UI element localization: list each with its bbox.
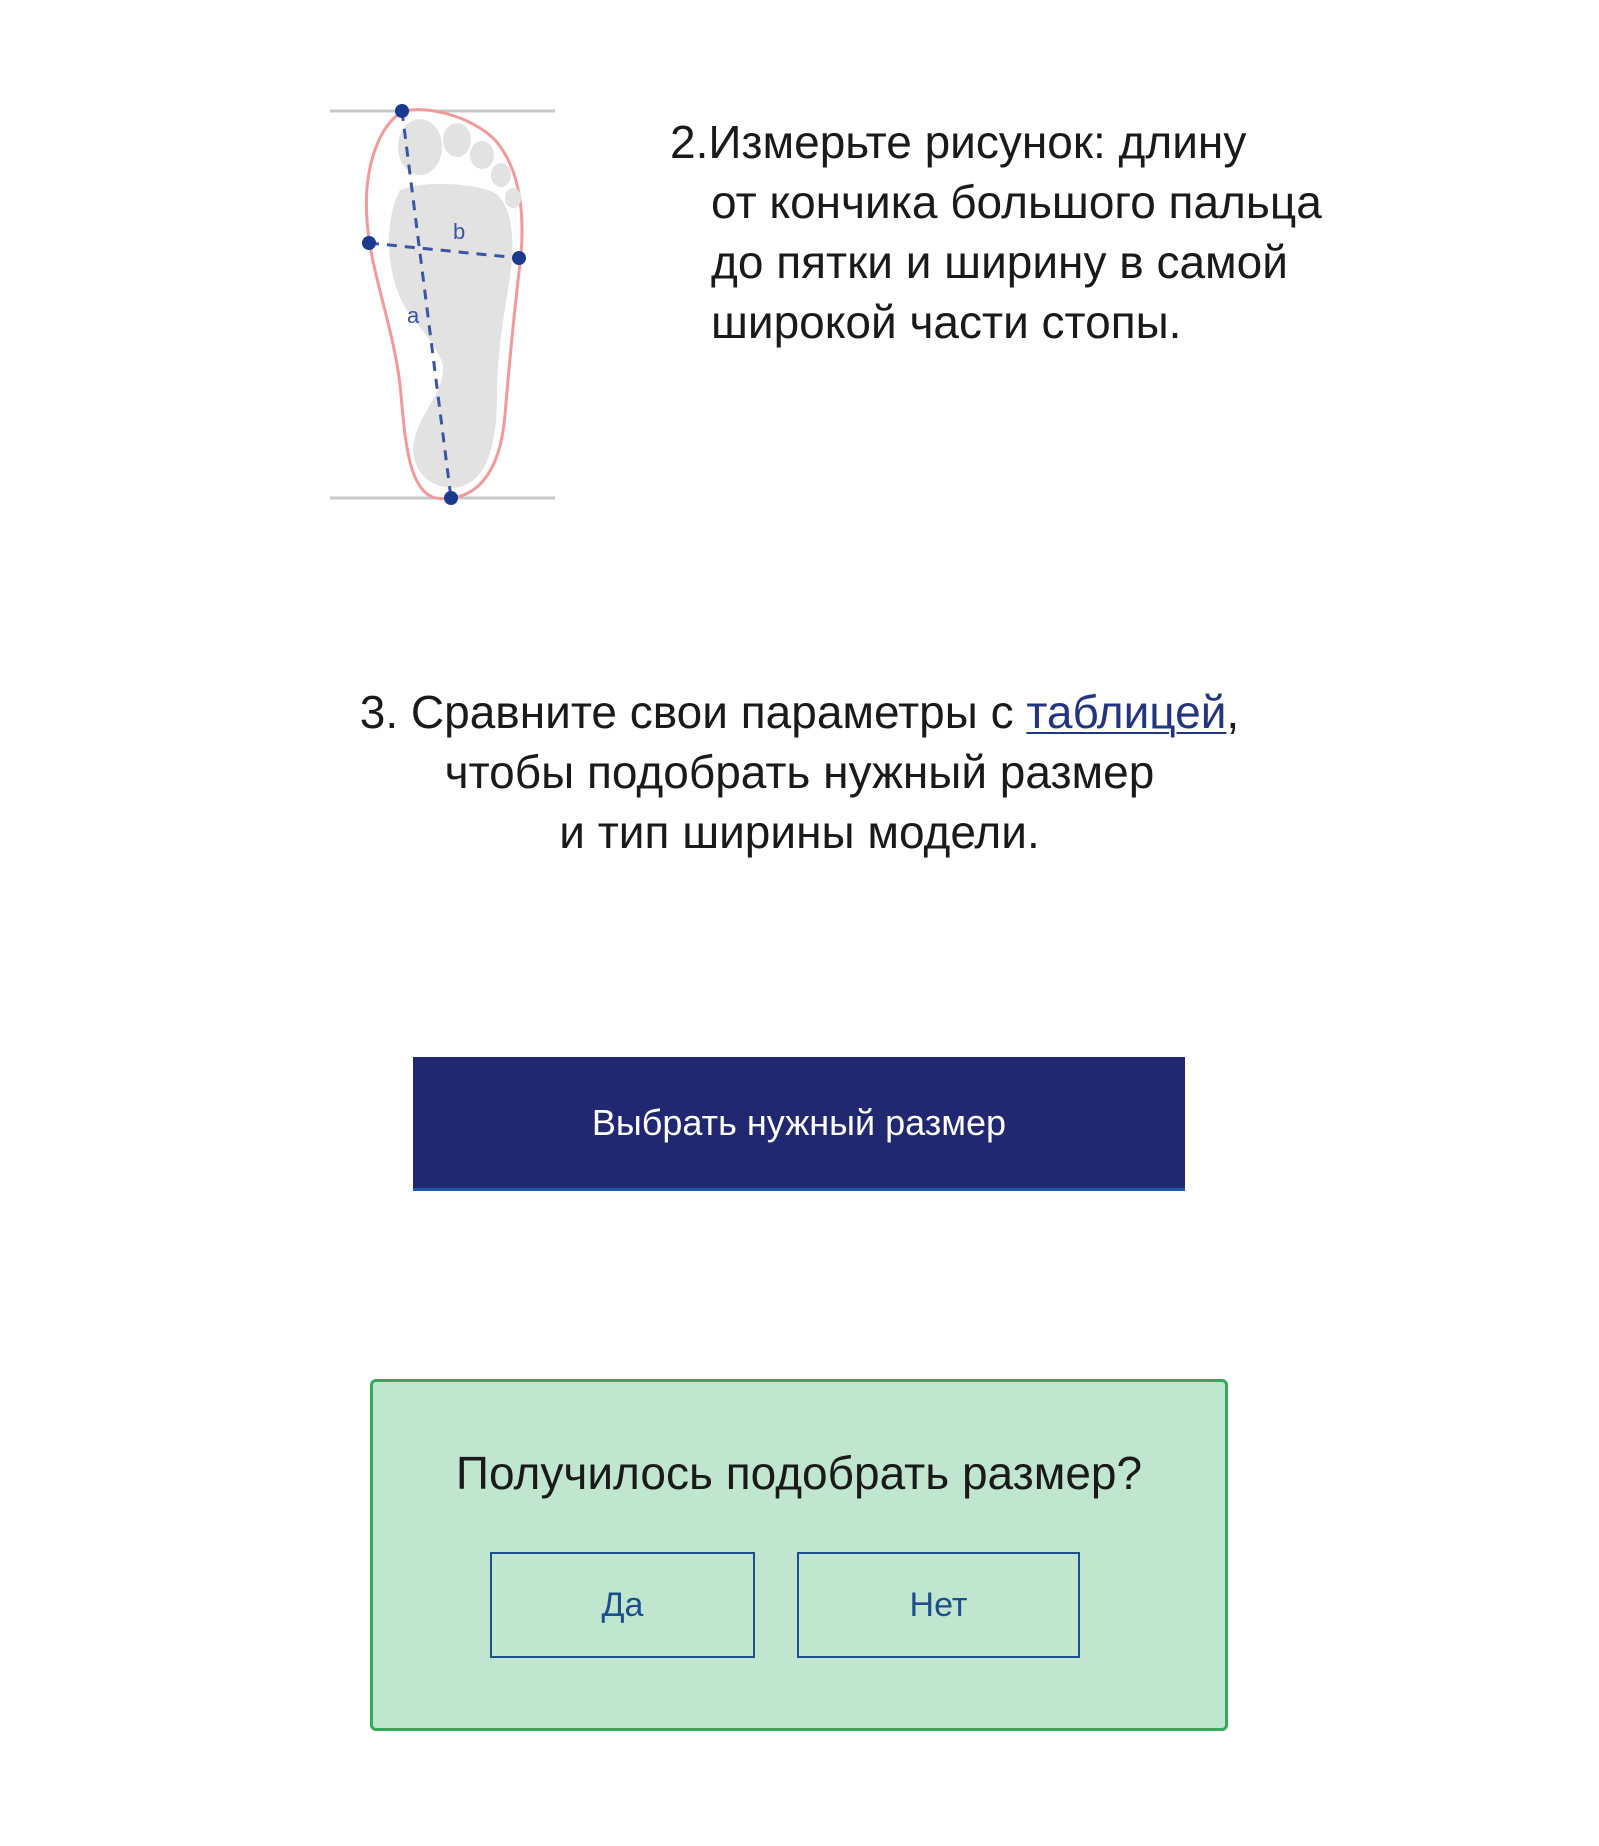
size-table-link[interactable]: таблицей — [1026, 686, 1227, 738]
outer-width-point-icon — [512, 251, 526, 265]
select-size-button[interactable]: Выбрать нужный размер — [413, 1057, 1185, 1191]
width-label: b — [453, 219, 466, 244]
heel-point-icon — [444, 491, 458, 505]
step2-line-1: 2.Измерьте рисунок: длину — [670, 116, 1247, 168]
big-toe-icon — [398, 119, 442, 175]
step3-line-1-comma: , — [1226, 686, 1240, 738]
step3-line-1 — [0, 682, 1599, 742]
toe-icon — [443, 123, 471, 157]
step3-line-2: чтобы подобрать нужный размер — [444, 746, 1155, 798]
toe-point-icon — [395, 104, 409, 118]
length-label: a — [407, 303, 420, 328]
feedback-question: Получилось подобрать размер? — [455, 1447, 1143, 1499]
toe-icon — [491, 163, 511, 187]
toe-icon — [505, 188, 521, 208]
toe-icon — [470, 141, 494, 169]
no-button[interactable]: Нет — [797, 1552, 1080, 1658]
step2-line-2: от кончика большого пальца — [711, 176, 1322, 228]
step3-instruction — [0, 682, 1599, 862]
step3-line-3: и тип ширины модели. — [559, 806, 1040, 858]
foot-measurement-illustration — [325, 95, 557, 515]
inner-width-point-icon — [362, 236, 376, 250]
step2-instruction — [670, 112, 1390, 352]
step2-line-4: широкой части стопы. — [711, 296, 1182, 348]
yes-button[interactable]: Да — [490, 1552, 755, 1658]
feedback-panel — [370, 1379, 1228, 1731]
step3-line-1-text: 3. Сравните свои параметры с — [359, 686, 1027, 738]
step2-line-3: до пятки и ширину в самой — [711, 236, 1288, 288]
